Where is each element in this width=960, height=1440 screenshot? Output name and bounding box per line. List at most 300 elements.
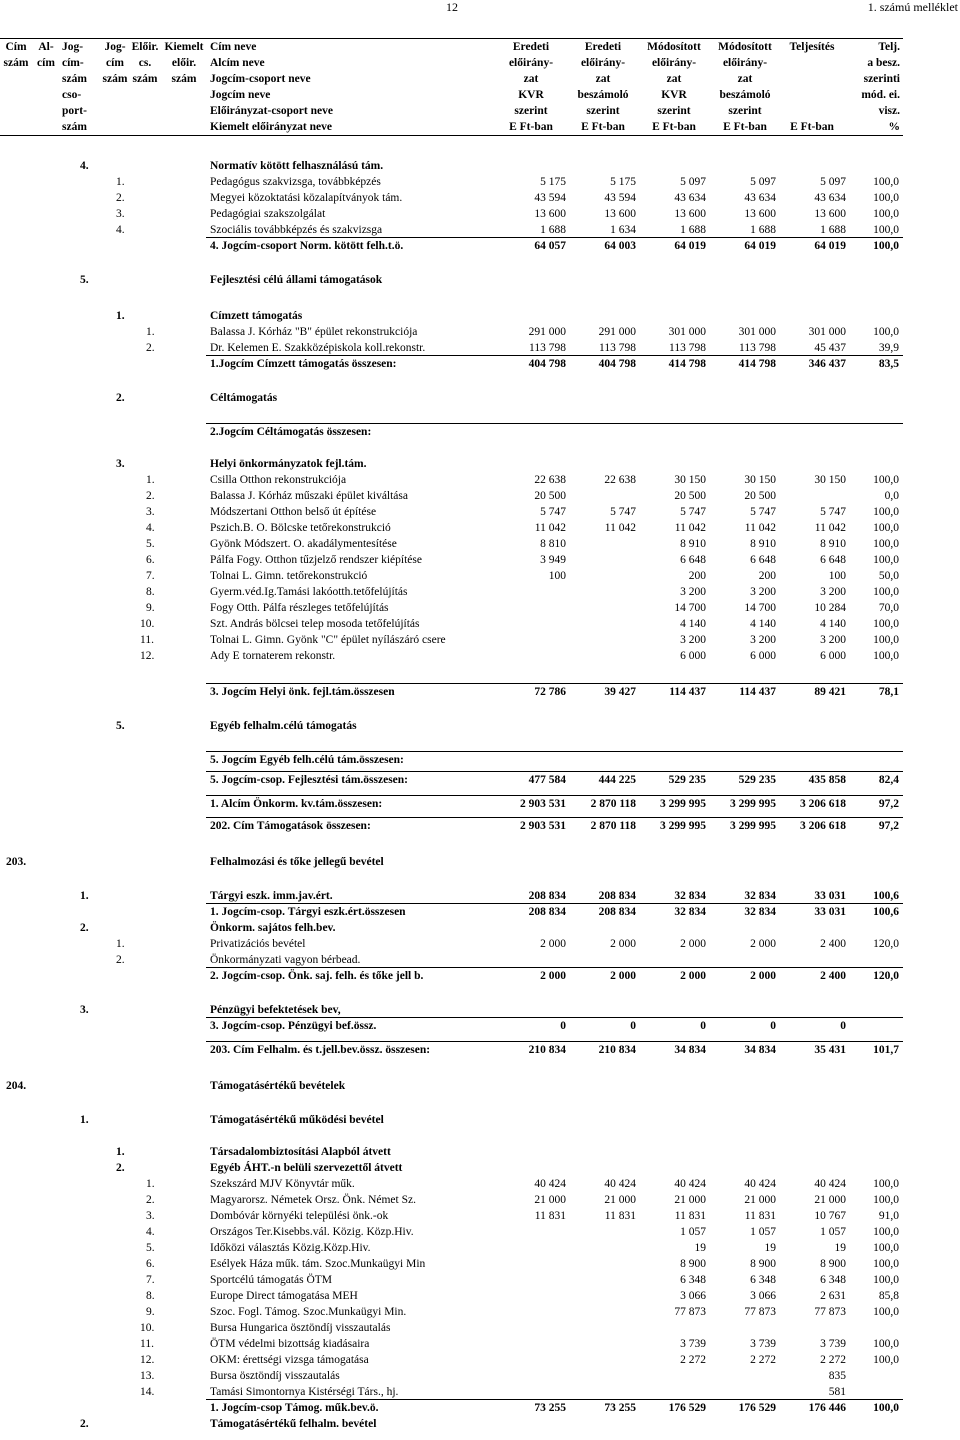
header-line: beszámoló [719, 89, 771, 101]
row-name: Megyei közoktatási közalapítványok tám. [210, 192, 403, 204]
row-value: 19 [694, 1242, 706, 1254]
row-value: 8 910 [680, 538, 706, 550]
header-line: Cím [5, 41, 27, 53]
row-value: 1 688 [750, 224, 776, 236]
row-value: 11 831 [604, 1210, 636, 1222]
table-row [0, 1288, 903, 1304]
row-name: Önkormányzati vagyon bérbead. [210, 954, 361, 966]
row-value: 210 834 [598, 1044, 636, 1056]
row-code: 11. [140, 1338, 154, 1350]
header-line: zat [666, 73, 682, 85]
table-row [0, 1400, 903, 1416]
row-value: 6 348 [820, 1274, 846, 1286]
row-name: Szociális továbbképzés és szakvizsga [210, 224, 383, 236]
row-code: 3. [116, 208, 125, 220]
row-value: 30 150 [744, 474, 776, 486]
row-name: Tolnai L. Gimn. Gyönk "C" épület nyílászáró csere [210, 634, 446, 646]
table-row [0, 1272, 903, 1288]
row-value: 11 042 [534, 522, 566, 534]
row-value: 64 019 [744, 240, 776, 252]
row-value: 13 600 [744, 208, 776, 220]
header-col-eredeti-besz [568, 39, 638, 135]
row-value: 4 140 [750, 618, 776, 630]
row-code: 1. [116, 1146, 125, 1158]
header-line: cím [106, 57, 124, 69]
row-value: 83,5 [878, 358, 899, 370]
row-value: 100,0 [873, 1194, 899, 1206]
header-line: szám [171, 73, 197, 85]
header-line: KVR [661, 89, 687, 101]
row-value: 100,0 [873, 1306, 899, 1318]
row-value: 100,0 [873, 208, 899, 220]
row-value: 435 858 [808, 774, 846, 786]
row-name: Egyéb ÁHT.-n belüli szervezettől átvett [210, 1162, 403, 1174]
header-line: Eredeti [584, 41, 622, 53]
row-value: 6 348 [750, 1274, 776, 1286]
row-value: 100,6 [873, 890, 899, 902]
row-value: 13 600 [534, 208, 566, 220]
table-row [0, 1416, 903, 1432]
row-value: 73 255 [534, 1402, 566, 1414]
row-name: Ady E tornaterem rekonstr. [210, 650, 336, 662]
row-value: 3 299 995 [730, 798, 776, 810]
row-value: 20 500 [534, 490, 566, 502]
table-row [0, 552, 903, 568]
total-rule [206, 1041, 903, 1042]
row-value: 43 594 [534, 192, 566, 204]
row-value: 5 097 [820, 176, 846, 188]
row-name: Dombóvár környéki települési önk.-ok [210, 1210, 389, 1222]
row-value: 2 000 [540, 938, 566, 950]
row-value: 3 949 [540, 554, 566, 566]
row-value: 0 [700, 1020, 706, 1032]
row-name: Országos Ter.Kisebbs.vál. Közig. Közp.Hiv. [210, 1226, 414, 1238]
total-rule [206, 795, 903, 796]
row-code: 7. [146, 570, 155, 582]
row-code: 2. [116, 392, 125, 404]
row-name: Csilla Otthon rekonstrukciója [210, 474, 347, 486]
row-code: 13. [140, 1370, 155, 1382]
row-value: 5 747 [540, 506, 566, 518]
header-line: Cím neve [210, 41, 257, 53]
row-name: 2. Jogcím-csop. Önk. saj. felh. és tőke jell b. [210, 970, 424, 982]
row-value: 301 000 [808, 326, 846, 338]
table-row [0, 272, 903, 288]
row-value: 21 000 [534, 1194, 566, 1206]
total-rule [206, 1399, 903, 1400]
row-name: Támogatásértékű felhalm. bevétel [210, 1418, 377, 1430]
row-value: 100 [828, 570, 846, 582]
header-line: Előirányzat-csoport neve [210, 105, 333, 117]
row-value: 208 834 [598, 890, 636, 902]
row-name: Pszich.B. O. Bölcske tetőrekonstrukció [210, 522, 391, 534]
row-value: 100,0 [873, 192, 899, 204]
row-code: 4. [80, 160, 89, 172]
row-code: 1. [146, 326, 155, 338]
row-value: 5 747 [750, 506, 776, 518]
row-name: Pedagógiai szakszolgálat [210, 208, 326, 220]
row-code: 5. [146, 1242, 155, 1254]
row-code: 7. [146, 1274, 155, 1286]
table-row [0, 1224, 903, 1240]
header-line: cso- [62, 89, 82, 101]
row-name: Bursa Hungarica ösztöndíj visszautalás [210, 1322, 391, 1334]
table-row [0, 456, 903, 472]
row-value: 444 225 [598, 774, 636, 786]
header-line: előirány- [651, 57, 697, 69]
row-name: OKM: érettségi vizsga támogatása [210, 1354, 369, 1366]
header-line: cs. [138, 57, 152, 69]
row-value: 43 634 [744, 192, 776, 204]
row-name: Sportcélú támogatás ÖTM [210, 1274, 333, 1286]
row-name: Gyerm.véd.Ig.Tamási lakóotth.tetőfelújítás [210, 586, 408, 598]
header-line: szám [62, 121, 87, 133]
row-code: 2. [146, 490, 155, 502]
row-value: 120,0 [873, 938, 899, 950]
row-value: 100,0 [873, 586, 899, 598]
row-value: 5 747 [820, 506, 846, 518]
total-rule [206, 903, 903, 904]
row-value: 581 [828, 1386, 846, 1398]
row-value: 3 206 618 [800, 798, 846, 810]
header-line: Kiemelt [164, 41, 204, 53]
row-code: 8. [146, 586, 155, 598]
table-row [0, 190, 903, 206]
row-value: 78,1 [878, 686, 899, 698]
table-row [0, 1078, 903, 1094]
row-name: Tárgyi eszk. imm.jav.ért. [210, 890, 333, 902]
header-line: szám [102, 73, 128, 85]
row-value: 301 000 [668, 326, 706, 338]
row-code: 2. [116, 954, 125, 966]
row-name: Magyarorsz. Németek Orsz. Önk. Német Sz. [210, 1194, 416, 1206]
header-line: E Ft-ban [790, 121, 834, 133]
row-value: 6 648 [680, 554, 706, 566]
row-value: 70,0 [878, 602, 899, 614]
row-value: 20 500 [674, 490, 706, 502]
table-row [0, 752, 903, 768]
row-name: Normatív kötött felhasználású tám. [210, 160, 384, 172]
row-value: 73 255 [604, 1402, 636, 1414]
row-name: Fejlesztési célú állami támogatások [210, 274, 383, 286]
row-code: 203. [6, 856, 27, 868]
row-name: Szekszárd MJV Könyvtár műk. [210, 1178, 355, 1190]
row-value: 1 688 [540, 224, 566, 236]
header-line: E Ft-ban [652, 121, 696, 133]
table-row [0, 1018, 903, 1034]
row-value: 2 000 [680, 938, 706, 950]
row-value: 21 000 [814, 1194, 846, 1206]
row-value: 14 700 [674, 602, 706, 614]
row-value: 835 [828, 1370, 846, 1382]
header-line: Jogcím neve [210, 89, 271, 101]
row-code: 6. [146, 554, 155, 566]
row-value: 3 200 [820, 586, 846, 598]
row-value: 8 900 [680, 1258, 706, 1270]
table-row [0, 888, 903, 904]
row-value: 3 206 618 [800, 820, 846, 832]
row-value: 1 057 [680, 1226, 706, 1238]
row-value: 10 284 [814, 602, 846, 614]
row-value: 477 584 [528, 774, 566, 786]
row-value: 3 739 [680, 1338, 706, 1350]
table-row [0, 616, 903, 632]
row-code: 2. [146, 342, 155, 354]
header-line: szerint [728, 105, 762, 117]
row-name: Szt. András bölcsei telep mosoda tetőfelújítás [210, 618, 420, 630]
row-name: Privatizációs bevétel [210, 938, 306, 950]
row-value: 13 600 [814, 208, 846, 220]
table-row [0, 390, 903, 406]
table-row [0, 1320, 903, 1336]
row-value: 22 638 [604, 474, 636, 486]
header-line: E Ft-ban [509, 121, 553, 133]
row-value: 100,0 [873, 522, 899, 534]
table-row [0, 324, 903, 340]
row-name: Időközi választás Közig.Közp.Hiv. [210, 1242, 371, 1254]
row-value: 32 834 [674, 906, 706, 918]
row-value: 64 003 [604, 240, 636, 252]
header-col-names [210, 39, 490, 135]
row-value: 291 000 [598, 326, 636, 338]
total-rule [206, 423, 903, 424]
row-name: Tamási Simontornya Kistérségi Társ., hj. [210, 1386, 399, 1398]
header-col-teljesites [780, 39, 844, 135]
row-value: 43 594 [604, 192, 636, 204]
row-value: 0 [840, 1020, 846, 1032]
row-value: 89 421 [814, 686, 846, 698]
header-line: port- [62, 105, 87, 117]
row-value: 301 000 [738, 326, 776, 338]
header-col-alcim [32, 39, 60, 71]
page-number: 12 [446, 0, 458, 14]
row-value: 3 066 [750, 1290, 776, 1302]
row-value: 100,0 [873, 224, 899, 236]
header-col-eredeti-kvr [496, 39, 566, 135]
row-value: 100,0 [873, 634, 899, 646]
row-code: 2. [116, 192, 125, 204]
table-row [0, 1192, 903, 1208]
row-code: 5. [146, 538, 155, 550]
table-row [0, 1240, 903, 1256]
header-line: szerint [657, 105, 691, 117]
header-line: szám [62, 73, 87, 85]
row-value: 2 000 [750, 970, 776, 982]
row-value: 100 [548, 570, 566, 582]
row-value: 1 688 [820, 224, 846, 236]
table-row [0, 472, 903, 488]
row-name: Gyönk Módszert. O. akadálymentesítése [210, 538, 397, 550]
table-row [0, 356, 903, 372]
row-name: Önkorm. sajátos felh.bev. [210, 922, 336, 934]
row-value: 45 437 [814, 342, 846, 354]
table-row [0, 308, 903, 324]
row-value: 5 097 [750, 176, 776, 188]
table-row [0, 424, 903, 440]
header-line: Módosított [718, 41, 772, 53]
row-name: 2.Jogcím Céltámogatás összesen: [210, 426, 372, 438]
row-value: 2 903 531 [520, 798, 566, 810]
row-name: Társadalombiztosítási Alapból átvett [210, 1146, 391, 1158]
row-value: 85,8 [878, 1290, 899, 1302]
header-line: zat [523, 73, 539, 85]
row-name: 202. Cím Támogatások összesen: [210, 820, 371, 832]
row-value: 100,6 [873, 906, 899, 918]
row-value: 414 798 [668, 358, 706, 370]
row-name: 1. Alcím Önkorm. kv.tám.összesen: [210, 798, 383, 810]
table-row [0, 1160, 903, 1176]
row-value: 14 700 [744, 602, 776, 614]
row-value: 40 424 [744, 1178, 776, 1190]
row-name: Bursa ösztöndíj visszautalás [210, 1370, 340, 1382]
row-value: 176 529 [668, 1402, 706, 1414]
row-value: 120,0 [873, 970, 899, 982]
header-line: szám [3, 57, 29, 69]
row-value: 8 900 [820, 1258, 846, 1270]
row-value: 5 747 [680, 506, 706, 518]
row-value: 33 031 [814, 890, 846, 902]
row-value: 208 834 [528, 890, 566, 902]
row-value: 97,2 [878, 820, 899, 832]
header-col-jogcim [102, 39, 128, 87]
header-line: cím [37, 57, 55, 69]
row-name: 1. Jogcím-csop. Tárgyi eszk.ért.összesen [210, 906, 406, 918]
row-name: Pedagógus szakvizsga, továbbképzés [210, 176, 381, 188]
row-value: 3 200 [680, 586, 706, 598]
header-line: a besz. [867, 57, 900, 69]
table-row [0, 174, 903, 190]
row-value: 113 798 [669, 342, 706, 354]
header-line: beszámoló [577, 89, 629, 101]
row-code: 12. [140, 1354, 155, 1366]
header-col-eloir [130, 39, 160, 87]
row-value: 40 424 [534, 1178, 566, 1190]
header-line: szerinti [863, 73, 900, 85]
row-value: 2 000 [750, 938, 776, 950]
annex-label: 1. számú melléklet [867, 0, 958, 14]
row-value: 77 873 [814, 1306, 846, 1318]
table-row [0, 504, 903, 520]
table-row [0, 600, 903, 616]
table-row [0, 952, 903, 968]
row-code: 3. [146, 506, 155, 518]
row-name: 1.Jogcím Címzett támogatás összesen: [210, 358, 397, 370]
row-value: 11 042 [744, 522, 776, 534]
row-code: 6. [146, 1258, 155, 1270]
row-value: 1 688 [680, 224, 706, 236]
header-line: zat [595, 73, 611, 85]
row-value: 30 150 [674, 474, 706, 486]
header-col-mod-besz [708, 39, 782, 135]
row-value: 8 910 [820, 538, 846, 550]
header-line: Módosított [647, 41, 701, 53]
row-value: 2 870 118 [590, 820, 636, 832]
row-value: 8 810 [540, 538, 566, 550]
row-value: 2 870 118 [590, 798, 636, 810]
row-name: Módszertani Otthon belső út építése [210, 506, 377, 518]
total-rule [206, 771, 903, 772]
row-value: 101,7 [873, 1044, 899, 1056]
row-name: Tolnai L. Gimn. tetőrekonstrukció [210, 570, 368, 582]
table-row [0, 772, 903, 788]
row-value: 64 057 [534, 240, 566, 252]
table-row [0, 238, 903, 254]
row-value: 43 634 [814, 192, 846, 204]
table-header [0, 38, 903, 136]
header-line: zat [737, 73, 753, 85]
row-code: 1. [116, 310, 125, 322]
row-value: 2 400 [820, 970, 846, 982]
row-name: Dr. Kelemen E. Szakközépiskola koll.rekonstr. [210, 342, 426, 354]
header-col-cim [2, 39, 30, 71]
row-value: 5 747 [610, 506, 636, 518]
row-value: 21 000 [604, 1194, 636, 1206]
table-row [0, 1042, 903, 1058]
row-value: 3 200 [820, 634, 846, 646]
row-value: 32 834 [744, 906, 776, 918]
row-value: 5 097 [680, 176, 706, 188]
row-value: 2 272 [680, 1354, 706, 1366]
table-row [0, 206, 903, 222]
row-value: 5 175 [540, 176, 566, 188]
row-value: 0 [770, 1020, 776, 1032]
row-value: 40 424 [814, 1178, 846, 1190]
header-line: Telj. [878, 41, 900, 53]
row-value: 100,0 [873, 554, 899, 566]
row-value: 22 638 [534, 474, 566, 486]
table-row [0, 1208, 903, 1224]
total-rule [206, 683, 903, 684]
row-value: 1 057 [750, 1226, 776, 1238]
row-code: 3. [146, 1210, 155, 1222]
table-row [0, 648, 903, 664]
header-line: visz. [878, 105, 900, 117]
row-code: 4. [116, 224, 125, 236]
table-row [0, 968, 903, 984]
row-value: 3 066 [680, 1290, 706, 1302]
total-rule [206, 1017, 903, 1018]
row-value: 8 900 [750, 1258, 776, 1270]
row-value: 11 042 [604, 522, 636, 534]
row-value: 0 [560, 1020, 566, 1032]
row-value: 291 000 [528, 326, 566, 338]
row-value: 21 000 [744, 1194, 776, 1206]
row-value: 33 031 [814, 906, 846, 918]
row-value: 91,0 [878, 1210, 899, 1222]
row-value: 72 786 [534, 686, 566, 698]
header-line: Eredeti [512, 41, 550, 53]
row-value: 11 831 [744, 1210, 776, 1222]
row-value: 3 299 995 [730, 820, 776, 832]
row-value: 100,0 [873, 650, 899, 662]
row-value: 529 235 [668, 774, 706, 786]
row-value: 32 834 [674, 890, 706, 902]
row-value: 100,0 [873, 1242, 899, 1254]
header-line: Jog- [104, 41, 126, 53]
row-value: 39,9 [878, 342, 899, 354]
row-name: Balassa J. Kórház "B" épület rekonstrukciója [210, 326, 418, 338]
header-line [780, 103, 844, 119]
row-value: 43 634 [674, 192, 706, 204]
row-code: 3. [116, 458, 125, 470]
row-code: 2. [80, 922, 89, 934]
table-row [0, 340, 903, 356]
header-line: szerint [586, 105, 620, 117]
row-code: 1. [80, 890, 89, 902]
row-name: Fogy Otth. Pálfa részleges tetőfelújítás [210, 602, 389, 614]
row-code: 2. [80, 1418, 89, 1430]
row-value: 19 [834, 1242, 846, 1254]
